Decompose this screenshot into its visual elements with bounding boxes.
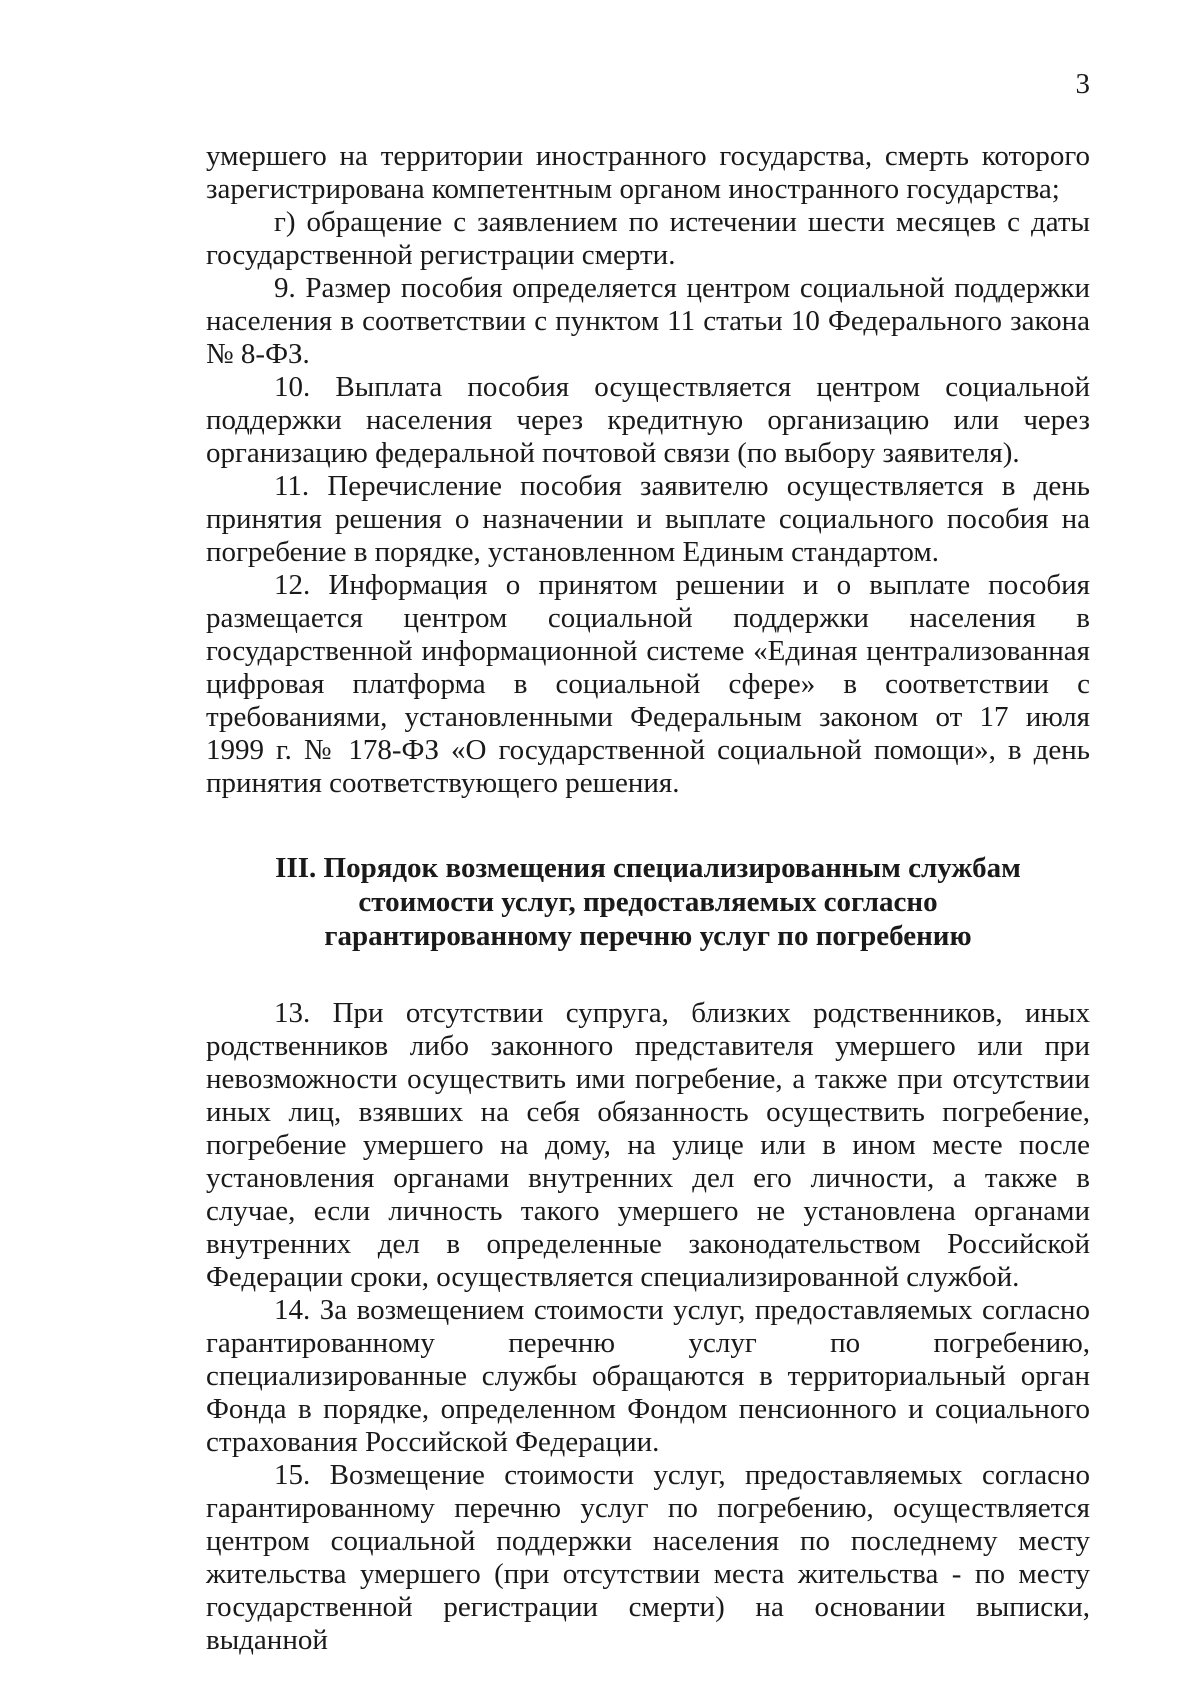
section-heading-line: стоимости услуг, предоставляемых согласно xyxy=(358,886,938,918)
paragraph-item-11: 11. Перечисление пособия заявителю осуществляется в день принятия решения о назначении и выплате социального пособия на погребение в порядке, установленном Единым стандартом. xyxy=(206,470,1090,568)
paragraph-item-15: 15. Возмещение стоимости услуг, предоставляемых согласно гарантированному перечню услуг по погребению, осуществляется центром социальной поддержки населения по последнему месту жительства умершего (при отсутствии места жительства - по месту государственной регистрации смерти) на основании выписки, выданной xyxy=(206,1459,1090,1656)
document-body xyxy=(206,140,1090,1657)
paragraph-item-10: 10. Выплата пособия осуществляется центром социальной поддержки населения через кредитную организацию или через организацию федеральной почтовой связи (по выбору заявителя). xyxy=(206,371,1090,469)
paragraph-item-g: г) обращение с заявлением по истечении шести месяцев с даты государственной регистрации смерти. xyxy=(206,206,1090,271)
section-heading xyxy=(206,851,1090,953)
paragraph-item-12: 12. Информация о принятом решении и о выплате пособия размещается центром социальной поддержки населения в государственной информационной системе «Единая централизованная цифровая платформа в социальной сфере» в соответствии с требованиями, установленными Федеральным законом от 17 июля 1999 г. № 178-ФЗ «О государственной социальной помощи», в день принятия соответствующего решения. xyxy=(206,569,1090,799)
paragraph-continuation: умершего на территории иностранного государства, смерть которого зарегистрирована компетентным органом иностранного государства; xyxy=(206,140,1090,205)
section-heading-line: III. Порядок возмещения специализированным службам xyxy=(275,852,1021,884)
paragraph-item-14: 14. За возмещением стоимости услуг, предоставляемых согласно гарантированному перечню услуг по погребению, специализированные службы обращаются в территориальный орган Фонда в порядке, определенном Фондом пенсионного и социального страхования Российской Федерации. xyxy=(206,1294,1090,1458)
paragraph-item-9: 9. Размер пособия определяется центром социальной поддержки населения в соответствии с пунктом 11 статьи 10 Федерального закона № 8-ФЗ. xyxy=(206,272,1090,370)
page-number: 3 xyxy=(1075,68,1090,100)
paragraph-item-13: 13. При отсутствии супруга, близких родственников, иных родственников либо законного представителя умершего или при невозможности осуществить ими погребение, а также при отсутствии иных лиц, взявших на себя обязанность осуществить погребение, погребение умершего на дому, на улице или в ином месте после установления органами внутренних дел его личности, а также в случае, если личность такого умершего не установлена органами внутренних дел в определенные законодательством Российской Федерации сроки, осуществляется специализированной службой. xyxy=(206,997,1090,1293)
section-heading-line: гарантированному перечню услуг по погребению xyxy=(324,920,972,952)
